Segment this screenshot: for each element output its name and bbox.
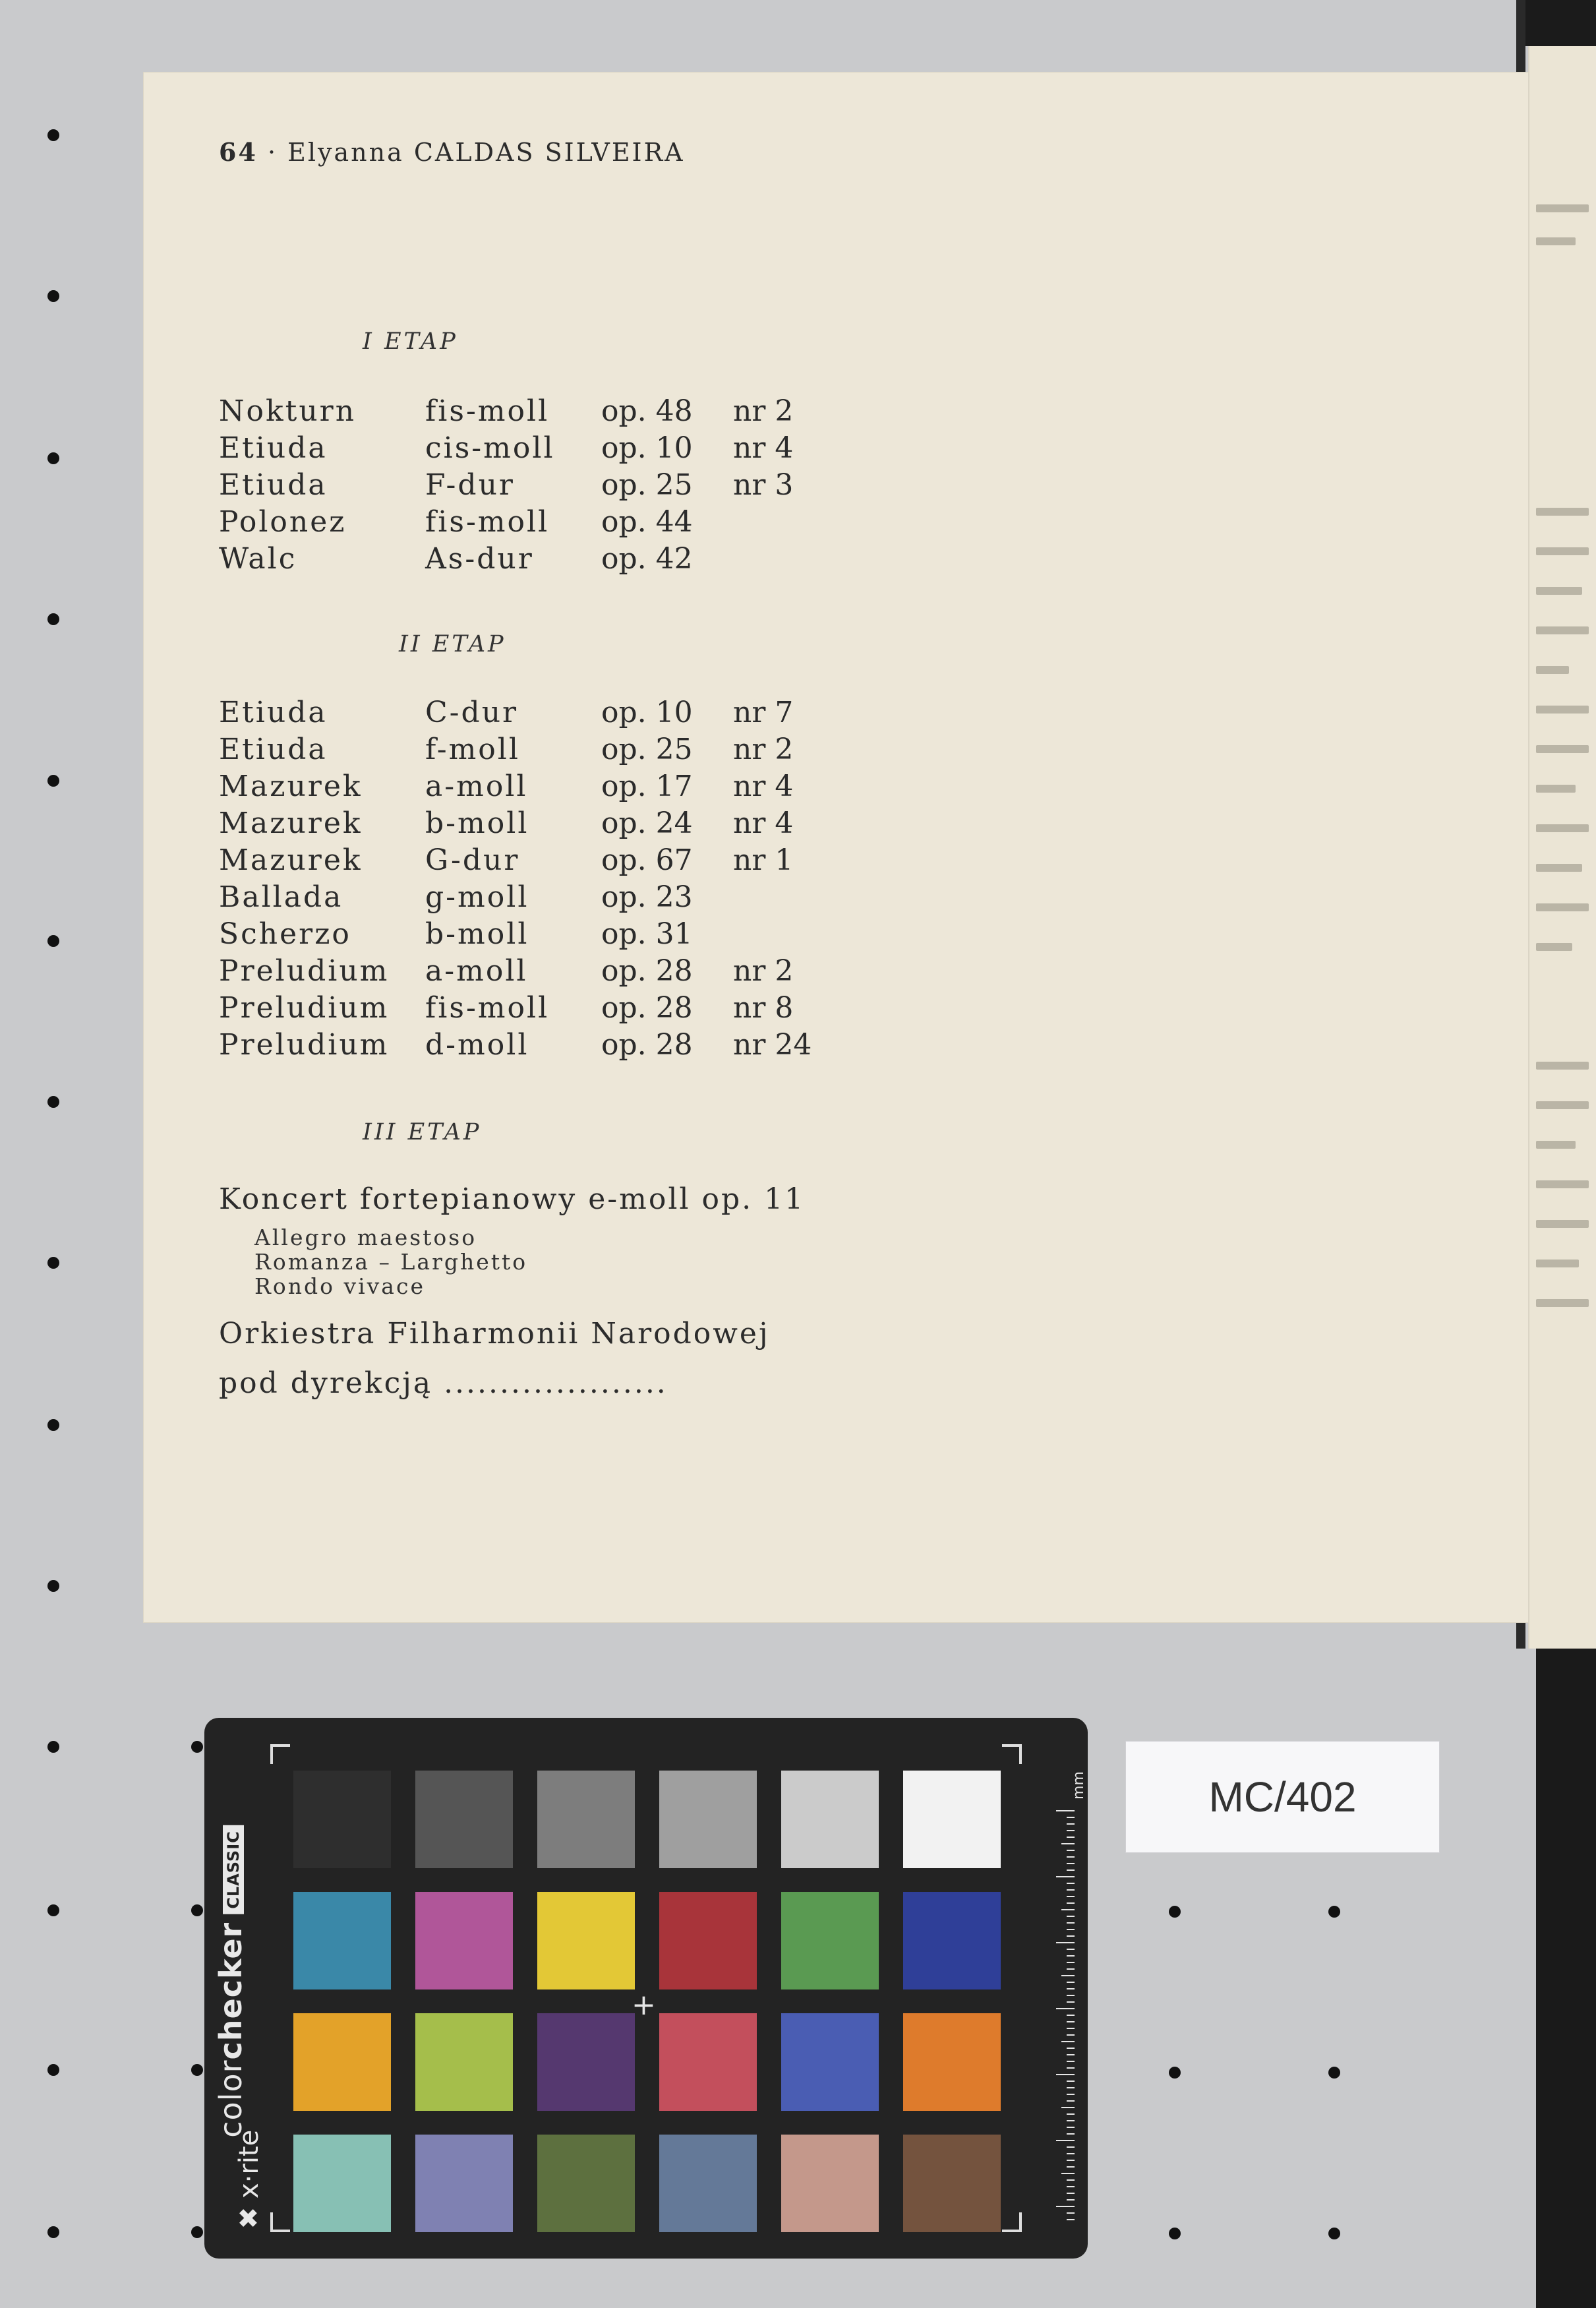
movement-3: Rondo vivace [254, 1273, 425, 1299]
running-header: 64 · Elyanna CALDAS SILVEIRA [219, 137, 685, 167]
ruler-tick [1067, 2120, 1075, 2121]
ruler-tick [1067, 2113, 1075, 2115]
ruler-tick [1067, 2186, 1075, 2187]
piece-form: Scherzo [219, 917, 351, 951]
color-swatch [293, 1771, 391, 1868]
program-row [219, 843, 1010, 880]
ruler-tick [1067, 2146, 1075, 2148]
opus-number: op. 28 [601, 991, 693, 1025]
piece-key: d-moll [425, 1028, 529, 1062]
color-swatch [415, 2135, 513, 2232]
opus-number: op. 25 [601, 733, 693, 766]
ruler-tick [1061, 1975, 1075, 1976]
piece-key: a-moll [425, 954, 528, 988]
ruler-unit-label: mm [1070, 1771, 1087, 1800]
color-swatch [903, 2135, 1001, 2232]
ruler-tick [1067, 1850, 1075, 1851]
ruler-tick [1067, 2160, 1075, 2161]
piece-form: Nokturn [219, 394, 357, 428]
author-name: Elyanna CALDAS SILVEIRA [287, 138, 685, 167]
book-spine-top [1520, 0, 1596, 46]
color-swatch [781, 2135, 879, 2232]
opus-number: op. 25 [601, 468, 693, 502]
stage-1-title: I ETAP [363, 328, 458, 355]
piece-form: Polonez [219, 505, 347, 539]
opus-number: op. 67 [601, 843, 693, 877]
opus-number: op. 31 [601, 917, 693, 951]
piece-key: f-moll [425, 733, 520, 766]
binder-hole [1328, 1906, 1340, 1918]
program-row [219, 954, 1010, 991]
color-swatch [537, 1892, 635, 1989]
color-swatch [415, 2013, 513, 2111]
ruler-tick [1067, 2021, 1075, 2022]
ruler-tick [1067, 1988, 1075, 1989]
binder-hole [1169, 2228, 1181, 2239]
piece-number: nr 4 [733, 806, 794, 840]
color-swatch [415, 1771, 513, 1868]
piece-key: G-dur [425, 843, 520, 877]
piece-number: nr 1 [733, 843, 794, 877]
mm-ruler [1055, 1810, 1075, 2219]
binder-hole [47, 1096, 59, 1108]
color-swatch [293, 1892, 391, 1989]
color-swatch [781, 1892, 879, 1989]
ruler-tick [1067, 2179, 1075, 2181]
corner-mark [270, 2212, 290, 2232]
piece-number: nr 8 [733, 991, 794, 1025]
color-swatch [903, 1892, 1001, 1989]
color-swatch [537, 2135, 635, 2232]
ruler-tick [1067, 1935, 1075, 1937]
program-row [219, 770, 1010, 806]
ruler-tick [1067, 1869, 1075, 1871]
ruler-tick [1067, 1856, 1075, 1858]
piece-form: Mazurek [219, 770, 363, 803]
opus-number: op. 17 [601, 770, 693, 803]
binder-hole [47, 1904, 59, 1916]
binder-hole [47, 775, 59, 787]
piece-form: Etiuda [219, 431, 328, 465]
ruler-tick [1067, 1823, 1075, 1825]
stage-3-title: III ETAP [363, 1119, 482, 1145]
piece-number: nr 4 [733, 770, 794, 803]
piece-number: nr 4 [733, 431, 794, 465]
program-row [219, 542, 1010, 579]
corner-mark [1002, 2212, 1022, 2232]
conductor-line: pod dyrekcją .................... [219, 1366, 668, 1400]
color-swatch [293, 2135, 391, 2232]
ruler-tick [1067, 2133, 1075, 2135]
color-checker-card [204, 1718, 1088, 2259]
opus-number: op. 48 [601, 394, 693, 428]
piece-key: fis-moll [425, 991, 550, 1025]
ruler-tick [1067, 1916, 1075, 1917]
ruler-tick [1067, 1883, 1075, 1884]
movement-1: Allegro maestoso [254, 1225, 477, 1250]
concerto-title: Koncert fortepianowy e-moll op. 11 [219, 1182, 806, 1216]
binder-hole [47, 1257, 59, 1269]
program-row [219, 696, 1010, 733]
program-row [219, 880, 1010, 917]
program-row [219, 1028, 1010, 1065]
adjacent-page-edge [1528, 46, 1596, 1649]
binder-hole [1328, 2228, 1340, 2239]
ruler-tick [1067, 1929, 1075, 1930]
binder-hole [1169, 1906, 1181, 1918]
piece-form: Etiuda [219, 733, 328, 766]
program-row [219, 917, 1010, 954]
color-swatch [781, 1771, 879, 1868]
opus-number: op. 42 [601, 542, 693, 576]
color-swatch [537, 1771, 635, 1868]
binder-hole [1328, 2067, 1340, 2079]
page-number: 64 [219, 137, 258, 167]
piece-form: Mazurek [219, 806, 363, 840]
ruler-tick [1067, 2001, 1075, 2003]
piece-form: Etiuda [219, 696, 328, 729]
ruler-tick [1056, 2074, 1075, 2075]
color-swatch [659, 1892, 757, 1989]
crosshair-mark: + [632, 1988, 656, 2022]
program-row [219, 431, 1010, 468]
binder-hole [47, 1741, 59, 1753]
xrite-logo: ✖ x·rite [234, 2129, 264, 2230]
opus-number: op. 23 [601, 880, 693, 914]
ruler-tick [1056, 1810, 1075, 1811]
binder-hole [47, 935, 59, 947]
ruler-tick [1067, 2028, 1075, 2029]
piece-key: g-moll [425, 880, 529, 914]
binder-hole [191, 1741, 203, 1753]
ruler-tick [1067, 2100, 1075, 2102]
piece-key: a-moll [425, 770, 528, 803]
ruler-tick [1067, 1968, 1075, 1970]
binder-hole [191, 2226, 203, 2238]
program-row [219, 806, 1010, 843]
color-swatch [659, 2135, 757, 2232]
ruler-tick [1067, 2193, 1075, 2194]
opus-number: op. 10 [601, 696, 693, 729]
catalog-label [1125, 1741, 1440, 1853]
ruler-tick [1067, 1817, 1075, 1818]
piece-number: nr 24 [733, 1028, 812, 1062]
piece-form: Mazurek [219, 843, 363, 877]
piece-form: Ballada [219, 880, 343, 914]
ruler-tick [1067, 2212, 1075, 2214]
piece-key: As-dur [425, 542, 534, 576]
piece-form: Etiuda [219, 468, 328, 502]
ruler-tick [1067, 1982, 1075, 1983]
binder-hole [47, 2064, 59, 2076]
ruler-tick [1061, 2041, 1075, 2042]
binder-hole [47, 1419, 59, 1431]
colorchecker-logo: colorcheckerCLASSIC [213, 1825, 249, 2138]
ruler-tick [1067, 2067, 1075, 2069]
stage-2-title: II ETAP [399, 631, 506, 657]
catalog-label-text: MC/402 [1208, 1773, 1357, 1821]
ruler-tick [1067, 2034, 1075, 2036]
ruler-tick [1061, 1843, 1075, 1844]
color-swatch [293, 2013, 391, 2111]
color-swatch [659, 2013, 757, 2111]
piece-key: fis-moll [425, 394, 550, 428]
ruler-tick [1067, 1863, 1075, 1864]
ruler-tick [1067, 2087, 1075, 2088]
binder-hole [1169, 2067, 1181, 2079]
ruler-tick [1067, 2015, 1075, 2016]
ruler-tick [1067, 1949, 1075, 1950]
movement-2: Romanza – Larghetto [254, 1249, 528, 1275]
ruler-tick [1056, 1876, 1075, 1877]
ruler-tick [1067, 2166, 1075, 2168]
binder-hole [47, 129, 59, 141]
ruler-tick [1067, 1889, 1075, 1891]
ruler-tick [1056, 2008, 1075, 2009]
ruler-tick [1067, 1902, 1075, 1904]
binder-hole [47, 1580, 59, 1592]
ruler-tick [1067, 1995, 1075, 1996]
ruler-tick [1067, 2094, 1075, 2095]
ruler-tick [1067, 2219, 1075, 2220]
color-swatch [537, 2013, 635, 2111]
piece-number: nr 2 [733, 394, 794, 428]
ruler-tick [1067, 1955, 1075, 1957]
piece-key: b-moll [425, 806, 529, 840]
corner-mark [270, 1744, 290, 1764]
book-spine-bottom [1536, 1649, 1596, 2308]
opus-number: op. 24 [601, 806, 693, 840]
orchestra-line: Orkiestra Filharmonii Narodowej [219, 1317, 770, 1351]
color-swatch [415, 1892, 513, 1989]
piece-key: C-dur [425, 696, 519, 729]
program-row [219, 991, 1010, 1028]
binder-hole [47, 290, 59, 302]
piece-number: nr 2 [733, 733, 794, 766]
ruler-tick [1056, 2140, 1075, 2141]
binder-hole [191, 1904, 203, 1916]
opus-number: op. 10 [601, 431, 693, 465]
piece-form: Preludium [219, 954, 390, 988]
ruler-tick [1061, 1909, 1075, 1910]
binder-hole [47, 2226, 59, 2238]
piece-form: Walc [219, 542, 297, 576]
ruler-tick [1067, 2048, 1075, 2049]
binder-hole [47, 613, 59, 625]
color-swatch [781, 2013, 879, 2111]
color-swatch [903, 2013, 1001, 2111]
piece-number: nr 2 [733, 954, 794, 988]
ruler-tick [1061, 2107, 1075, 2108]
opus-number: op. 28 [601, 954, 693, 988]
color-swatch [659, 1771, 757, 1868]
ruler-tick [1067, 2061, 1075, 2062]
ruler-tick [1056, 1942, 1075, 1943]
corner-mark [1002, 1744, 1022, 1764]
ruler-tick [1067, 2054, 1075, 2055]
opus-number: op. 28 [601, 1028, 693, 1062]
ruler-tick [1067, 2127, 1075, 2128]
program-row [219, 505, 1010, 542]
piece-key: fis-moll [425, 505, 550, 539]
ruler-tick [1067, 1896, 1075, 1897]
ruler-tick [1067, 2199, 1075, 2201]
ruler-tick [1061, 2173, 1075, 2174]
ruler-tick [1067, 1922, 1075, 1924]
piece-key: cis-moll [425, 431, 555, 465]
binder-hole [47, 452, 59, 464]
opus-number: op. 44 [601, 505, 693, 539]
piece-key: F-dur [425, 468, 515, 502]
color-swatch [903, 1771, 1001, 1868]
ruler-tick [1067, 2153, 1075, 2154]
binder-hole [191, 2064, 203, 2076]
piece-number: nr 7 [733, 696, 794, 729]
ruler-tick [1067, 1962, 1075, 1963]
program-row [219, 468, 1010, 505]
ruler-tick [1056, 2206, 1075, 2207]
piece-key: b-moll [425, 917, 529, 951]
ruler-tick [1067, 1837, 1075, 1838]
ruler-tick [1067, 1830, 1075, 1831]
program-row [219, 394, 1010, 431]
ruler-tick [1067, 2080, 1075, 2082]
piece-form: Preludium [219, 991, 390, 1025]
piece-number: nr 3 [733, 468, 794, 502]
piece-form: Preludium [219, 1028, 390, 1062]
program-row [219, 733, 1010, 770]
